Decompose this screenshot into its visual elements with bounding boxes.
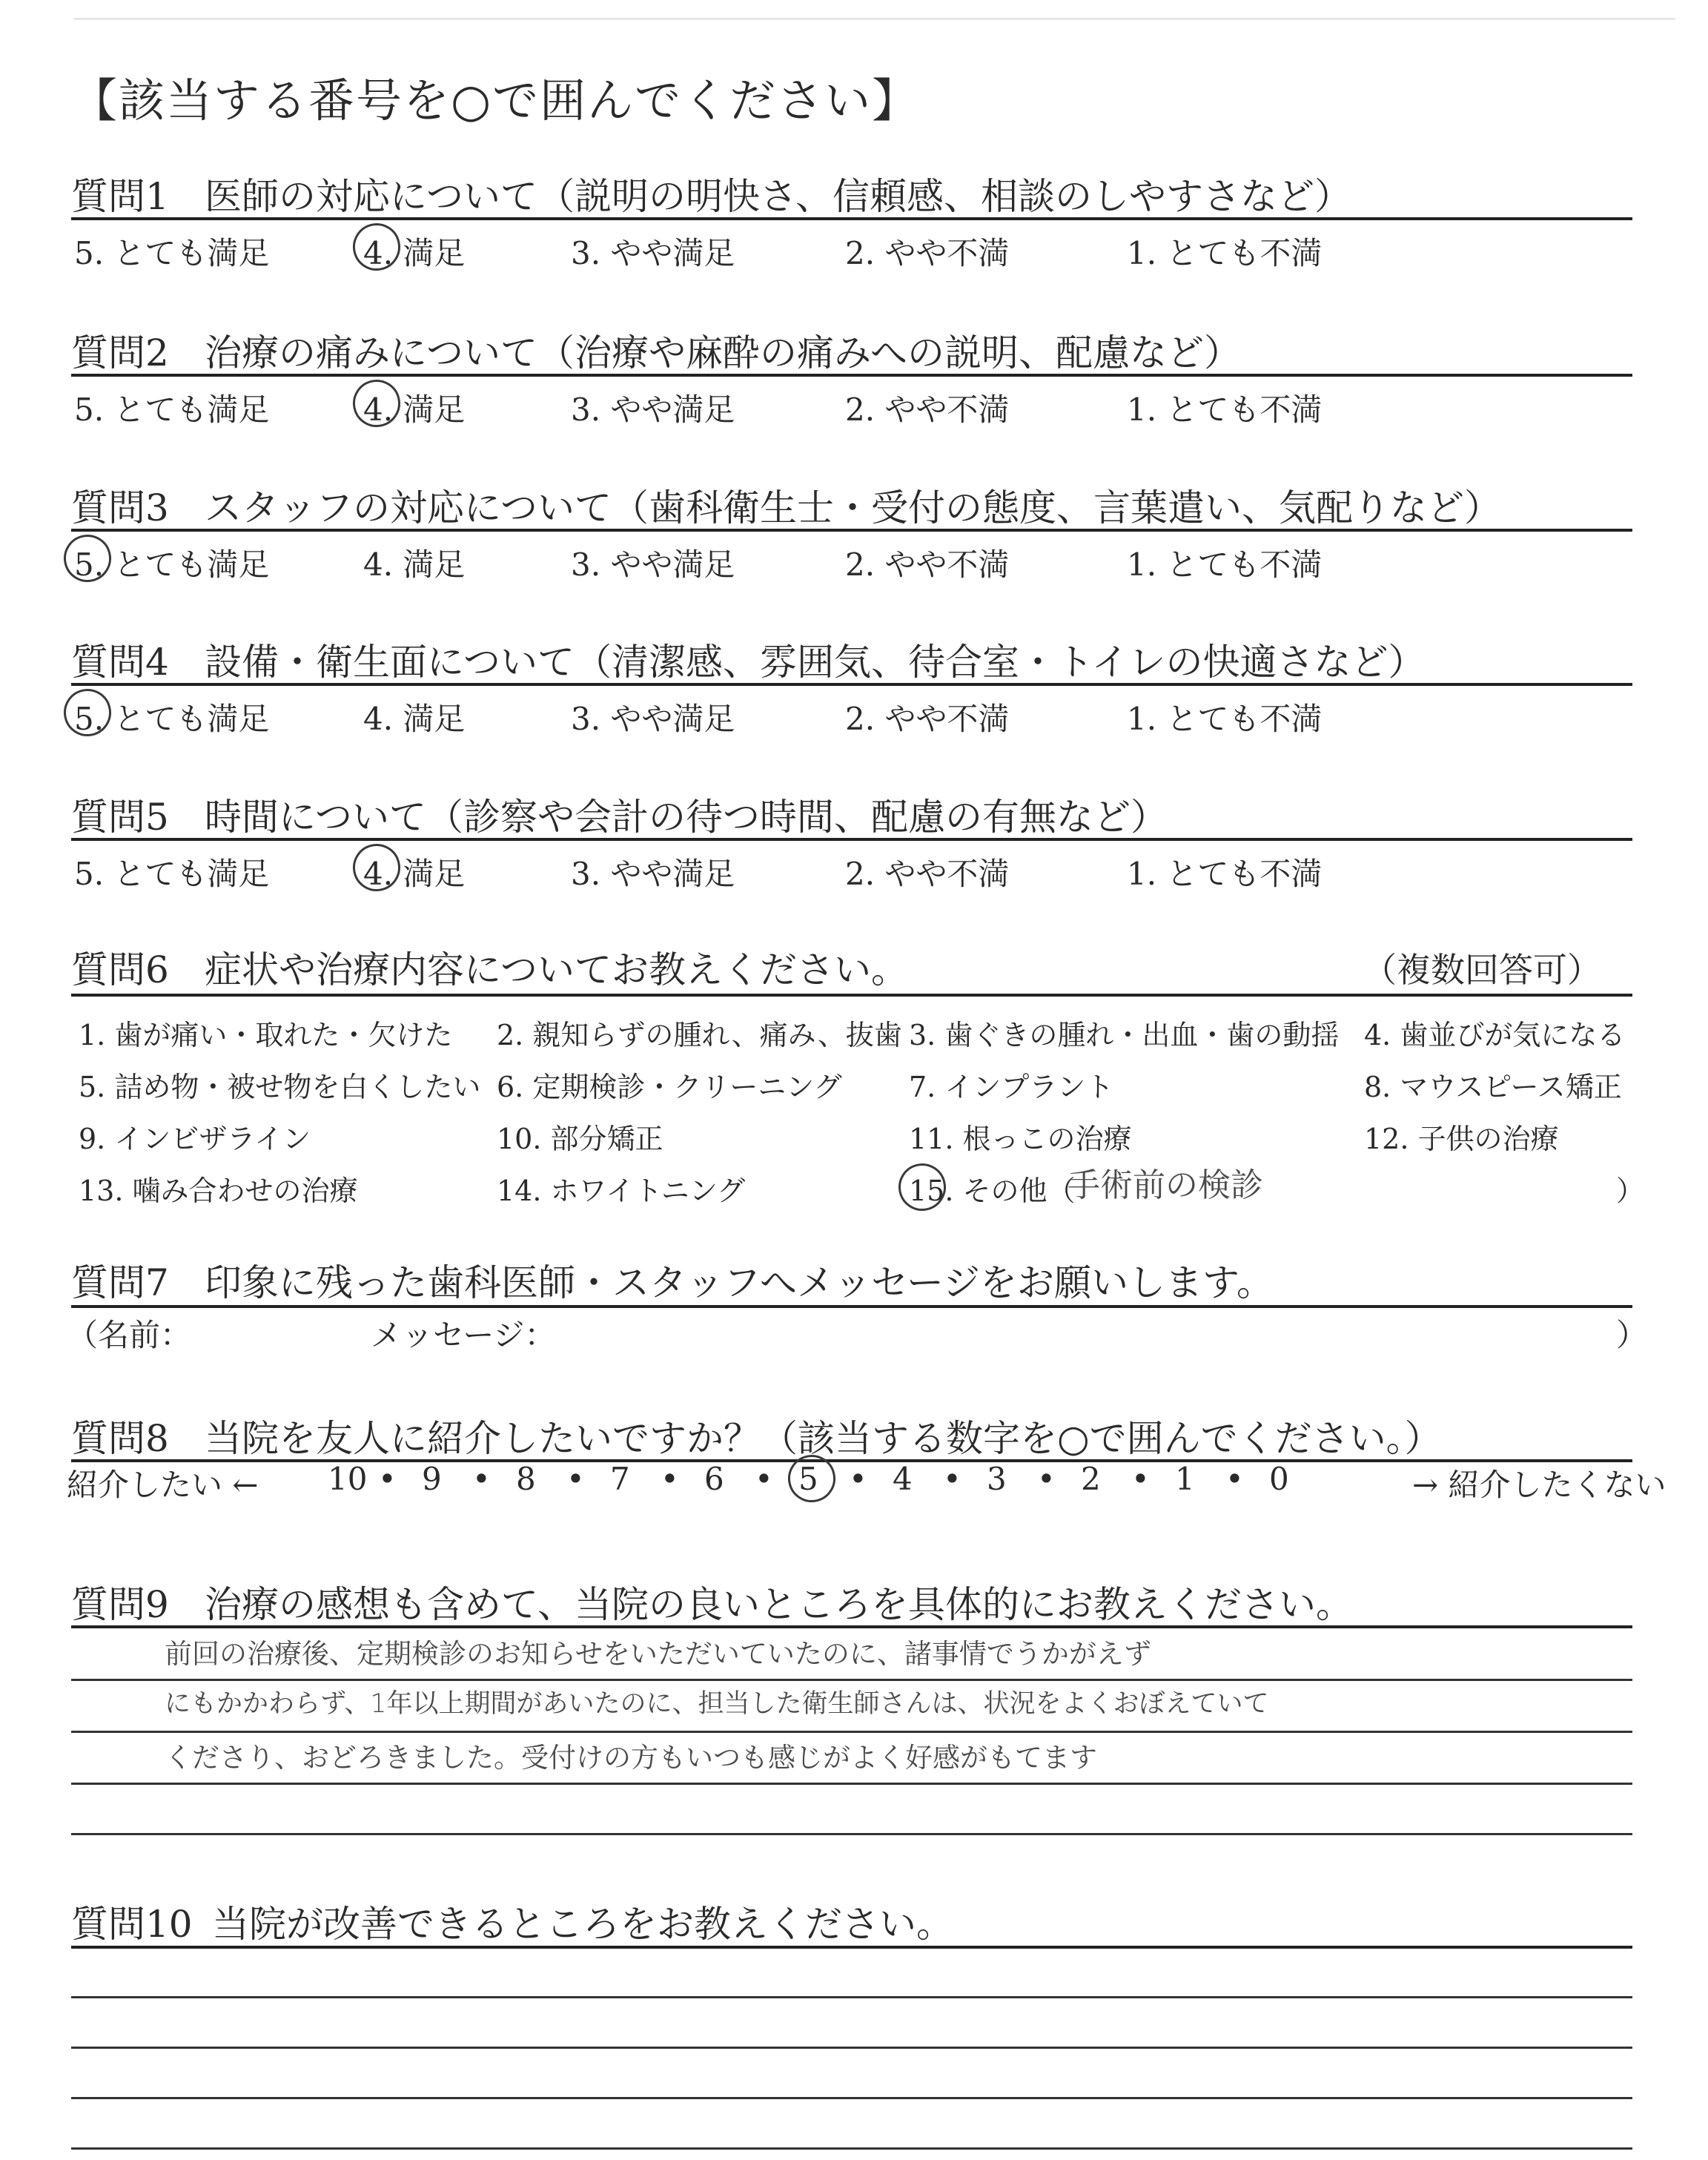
- q2-heading: [71, 323, 1241, 377]
- q6-option[interactable]: 8. マウスピース矯正: [1364, 1071, 1622, 1103]
- q8-scale-dot: •: [943, 1461, 961, 1497]
- q8-right-label: → 紹介したくない: [1412, 1467, 1666, 1503]
- rating-option[interactable]: 4. 満足: [363, 386, 465, 430]
- q8-scale-number[interactable]: 7: [610, 1461, 630, 1497]
- q8-scale-number[interactable]: 5: [798, 1461, 818, 1497]
- q1-text: 医師の対応について（説明の明快さ、信頼感、相談のしやすさなど）: [205, 175, 1351, 218]
- q4-label: 質問4: [71, 641, 169, 684]
- q5-heading: [71, 787, 1168, 841]
- q1-heading: [71, 167, 1351, 220]
- rating-option[interactable]: 2. やや不満: [845, 392, 1010, 428]
- q2-text: 治療の痛みについて（治療や麻酔の痛みへの説明、配慮など）: [205, 331, 1241, 374]
- rating-option[interactable]: 5. とても満足: [74, 235, 270, 271]
- q6-option[interactable]: 11. 根っこの治療: [909, 1123, 1132, 1155]
- q1-rule: [71, 217, 1632, 220]
- q6-text: 症状や治療内容についてお教えください。: [205, 948, 908, 991]
- rating-option[interactable]: 2. やや不満: [845, 235, 1010, 271]
- rating-option[interactable]: 4. 満足: [363, 229, 465, 274]
- rating-option[interactable]: 2. やや不満: [845, 856, 1010, 892]
- q8-scale-dot: •: [661, 1461, 679, 1497]
- q6-label: 質問6: [71, 948, 169, 991]
- q2-label: 質問2: [71, 331, 169, 374]
- q9-writing-line: [71, 1731, 1632, 1733]
- q7-heading: [71, 1253, 1274, 1307]
- q10-heading: [71, 1895, 953, 1948]
- q4-heading: [71, 633, 1426, 686]
- q8-scale-number[interactable]: 0: [1269, 1461, 1289, 1497]
- rating-option[interactable]: 3. やや満足: [571, 392, 735, 428]
- q6-other-text: 手術前の検診: [1068, 1166, 1263, 1204]
- q6-rule: [71, 994, 1632, 997]
- q9-text: 治療の感想も含めて、当院の良いところを具体的にお教えください。: [205, 1583, 1353, 1626]
- q6-option[interactable]: 14. ホワイトニング: [497, 1175, 746, 1207]
- q8-scale: [67, 1461, 1666, 1505]
- q3-rule: [71, 529, 1632, 532]
- selection-circle: [348, 219, 405, 275]
- page-title: 【該当する番号を○で囲んでください】: [71, 73, 920, 128]
- rating-option[interactable]: 1. とても不満: [1127, 701, 1323, 737]
- rating-option[interactable]: 3. やや満足: [571, 701, 735, 737]
- rating-option[interactable]: 3. やや満足: [571, 235, 735, 271]
- q6-option[interactable]: 3. 歯ぐきの腫れ・出血・歯の動揺: [909, 1019, 1340, 1051]
- q8-scale-dot: •: [1037, 1461, 1056, 1497]
- q4-options: [74, 695, 1631, 739]
- q9-answer-line-1: 前回の治療後、定期検診のお知らせをいただいていたのに、諸事情でうかがえず: [165, 1638, 1151, 1670]
- q5-label: 質問5: [71, 796, 169, 839]
- rating-option[interactable]: 1. とても不満: [1127, 856, 1323, 892]
- q8-scale-number[interactable]: 4: [893, 1461, 913, 1497]
- rating-option[interactable]: 4. 満足: [363, 546, 466, 583]
- q3-label: 質問3: [71, 486, 169, 529]
- q8-left-label: 紹介したい ←: [67, 1467, 259, 1503]
- q7-name-label: （名前：: [67, 1317, 192, 1353]
- q4-rule: [71, 683, 1632, 686]
- q6-option[interactable]: 2. 親知らずの腫れ、痛み、抜歯: [497, 1019, 902, 1051]
- rating-option[interactable]: 1. とても不満: [1127, 392, 1323, 428]
- q5-rule: [71, 838, 1632, 841]
- q8-scale-number[interactable]: 10: [328, 1461, 368, 1497]
- rating-option[interactable]: 1. とても不満: [1127, 546, 1323, 583]
- q8-scale-number[interactable]: 6: [704, 1461, 724, 1497]
- rating-option[interactable]: 5. とても満足: [74, 856, 270, 892]
- q4-text: 設備・衛生面について（清潔感、雰囲気、待合室・トイレの快適さなど）: [205, 641, 1426, 684]
- q10-writing-line: [71, 2147, 1632, 2150]
- q3-options: [74, 541, 1631, 585]
- q8-label: 質問8: [71, 1417, 169, 1460]
- q7-rule: [71, 1305, 1632, 1308]
- q9-writing-line: [71, 1783, 1632, 1785]
- q3-heading: [71, 478, 1501, 532]
- top-border: [74, 18, 1675, 20]
- q1-options: [74, 229, 1631, 274]
- q7-label: 質問7: [71, 1261, 169, 1304]
- q6-option[interactable]: 1. 歯が痛い・取れた・欠けた: [79, 1019, 453, 1051]
- selection-circle: [59, 530, 116, 587]
- q9-label: 質問9: [71, 1583, 169, 1626]
- q1-label: 質問1: [71, 175, 169, 218]
- q10-rule: [71, 1946, 1632, 1949]
- q8-scale-dot: •: [849, 1461, 867, 1497]
- q9-answer-line-2: にもかかわらず、1年以上期間があいたのに、担当した衛生師さんは、状況をよくおぼえていて: [165, 1689, 1269, 1719]
- rating-option[interactable]: 5. とても満足: [74, 541, 269, 585]
- rating-option[interactable]: 4. 満足: [363, 850, 465, 894]
- q8-scale-number[interactable]: 8: [516, 1461, 536, 1497]
- q9-answer-line-3: くださり、おどろきました。受付けの方もいつも感じがよく好感がもてます: [165, 1742, 1097, 1774]
- q6-option[interactable]: 13. 噛み合わせの治療: [79, 1175, 358, 1207]
- selection-circle: [348, 839, 405, 896]
- q8-scale-dot: •: [1225, 1461, 1244, 1497]
- rating-option[interactable]: 2. やや不満: [845, 546, 1010, 583]
- q8-heading: [71, 1409, 1442, 1462]
- q6-option[interactable]: 7. インプラント: [909, 1071, 1114, 1103]
- q5-text: 時間について（診察や会計の待つ時間、配慮の有無など）: [205, 796, 1168, 839]
- q6-option[interactable]: 12. 子供の治療: [1364, 1123, 1559, 1155]
- q7-text: 印象に残った歯科医師・スタッフへメッセージをお願いします。: [205, 1261, 1274, 1304]
- rating-option[interactable]: 3. やや満足: [571, 856, 735, 892]
- q2-rule: [71, 374, 1632, 377]
- q8-scale-number[interactable]: 2: [1081, 1461, 1101, 1497]
- q6-option[interactable]: 15. その他（: [909, 1175, 1076, 1207]
- q8-scale-dot: •: [1131, 1461, 1150, 1497]
- q6-option[interactable]: 9. インビザライン: [79, 1123, 311, 1155]
- q3-text: スタッフの対応について（歯科衛生士・受付の態度、言葉遣い、気配りなど）: [205, 486, 1501, 529]
- q8-scale-dot: •: [472, 1461, 491, 1497]
- q10-text: 当院が改善できるところをお教えください。: [212, 1903, 953, 1946]
- q8-scale-dot: •: [755, 1461, 773, 1497]
- q8-scale-number[interactable]: 3: [987, 1461, 1007, 1497]
- selection-circle: [59, 684, 116, 741]
- q8-scale-number[interactable]: 1: [1175, 1461, 1195, 1497]
- q10-writing-line: [71, 1996, 1632, 1998]
- q9-rule: [71, 1625, 1632, 1628]
- q10-writing-line: [71, 2047, 1632, 2049]
- q7-close-paren: ）: [1616, 1317, 1648, 1353]
- q6-multiple-note: （複数回答可）: [1363, 950, 1601, 990]
- rating-option[interactable]: 2. やや不満: [845, 701, 1010, 737]
- selection-circle: [348, 375, 405, 432]
- q9-writing-line: [71, 1833, 1632, 1835]
- q8-scale-dot: •: [566, 1461, 585, 1497]
- q5-options: [74, 850, 1631, 894]
- q2-options: [74, 386, 1631, 430]
- q9-writing-line: [71, 1679, 1632, 1681]
- q6-close-paren: ）: [1616, 1175, 1645, 1207]
- q6-option[interactable]: 10. 部分矯正: [497, 1123, 663, 1155]
- q6-option[interactable]: 4. 歯並びが気になる: [1364, 1019, 1626, 1051]
- q10-writing-line: [71, 2097, 1632, 2099]
- rating-option[interactable]: 5. とても満足: [74, 695, 269, 739]
- rating-option[interactable]: 3. やや満足: [571, 546, 735, 583]
- rating-option[interactable]: 1. とても不満: [1127, 235, 1323, 271]
- rating-option[interactable]: 4. 満足: [363, 701, 466, 737]
- q8-scale-dot: •: [378, 1461, 397, 1497]
- rating-option[interactable]: 5. とても満足: [74, 392, 270, 428]
- q6-option[interactable]: 6. 定期検診・クリーニング: [497, 1071, 842, 1103]
- q6-option[interactable]: 5. 詰め物・被せ物を白くしたい: [79, 1071, 481, 1103]
- q10-label: 質問10: [71, 1903, 193, 1946]
- q6-heading: [71, 940, 908, 994]
- q8-text: 当院を友人に紹介したいですか？（該当する数字を○で囲んでください。）: [205, 1417, 1442, 1460]
- q9-heading: [71, 1575, 1353, 1628]
- q8-scale-number[interactable]: 9: [422, 1461, 442, 1497]
- q7-message-label: メッセージ：: [371, 1317, 556, 1353]
